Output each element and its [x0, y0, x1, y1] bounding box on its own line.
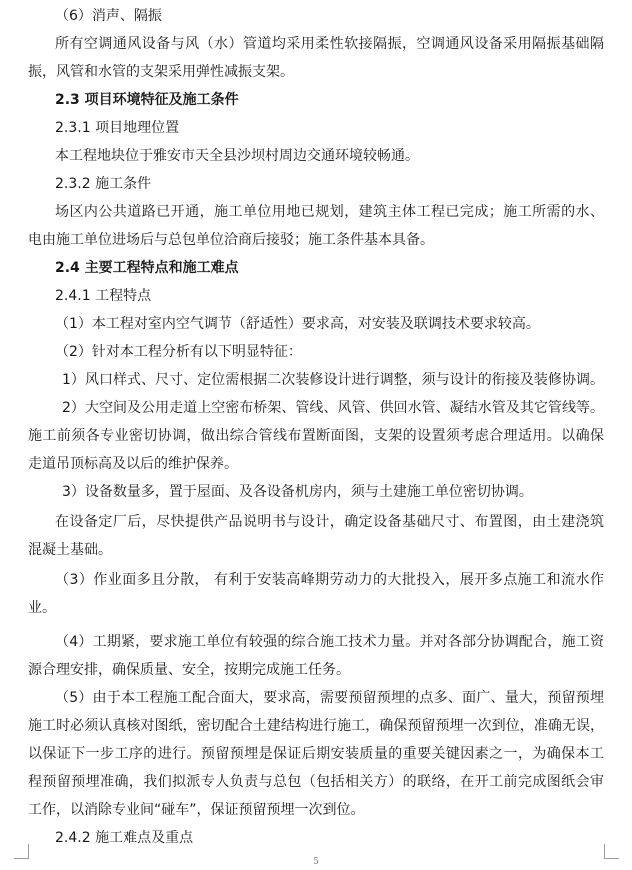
text-line: 电由施工单位进场后与总包单位洽商后接驳；施工条件基本具备。 [28, 232, 434, 248]
text-line: 以保证下一步工序的进行。预留预埋是保证后期安装质量的重要关键因素之一，为确保本工 [28, 746, 604, 762]
text-line: 本工程地块位于雅安市天全县沙坝村周边交通环境较畅通。 [55, 148, 419, 164]
text-line: （3）作业面多且分散， 有利于安装高峰期劳动力的大批投入，展开多点施工和流水作 [55, 572, 604, 588]
text-line: （1）本工程对室内空气调节（舒适性）要求高，对安装及联调技术要求较高。 [55, 316, 540, 332]
text-line: 业。 [28, 600, 56, 616]
text-line: 施工时必须认真核对图纸，密切配合土建结构进行施工，确保预留预埋一次到位，准确无误， [28, 718, 604, 734]
section-heading: 2.3 项目环境特征及施工条件 [55, 92, 239, 108]
text-line: 1）风口样式、尺寸、定位需根据二次装修设计进行调整，须与设计的衔接及装修协调。 [62, 372, 604, 388]
page-number: 5 [313, 857, 319, 867]
text-line: 3）设备数量多，置于屋面、及各设备机房内，须与土建施工单位密切协调。 [62, 484, 533, 500]
text-line: 2.4.1 工程特点 [55, 288, 152, 304]
text-line: 2.3.1 项目地理位置 [55, 120, 180, 136]
text-line: 场区内公共道路已开通，施工单位用地已规划，建筑主体工程已完成；施工所需的水、 [55, 204, 604, 220]
text-line: 在设备定厂后，尽快提供产品说明书与设计，确定设备基础尺寸、布置图，由土建浇筑 [55, 514, 604, 530]
text-line: 所有空调通风设备与风（水）管道均采用柔性软接隔振，空调通风设备采用隔振基础隔 [55, 36, 604, 52]
text-line: 源合理安排，确保质量、安全，按期完成施工任务。 [28, 662, 350, 678]
text-line: （5）由于本工程施工配合面大，要求高，需要预留预埋的点多、面广、量大，预留预埋 [55, 690, 604, 706]
text-line: 走道吊顶标高及以后的维护保养。 [28, 456, 238, 472]
text-line: （6）消声、隔振 [55, 8, 162, 24]
text-line: 工作，以消除专业间“碰车”，保证预留预埋一次到位。 [28, 802, 365, 818]
text-line: （2）针对本工程分析有以下明显特征： [55, 344, 302, 360]
text-line: 程预留预埋准确，我们拟派专人负责与总包（包括相关方）的联络，在开工前完成图纸会审 [28, 774, 604, 790]
section-heading: 2.4 主要工程特点和施工难点 [55, 260, 239, 276]
text-line: 2.3.2 施工条件 [55, 176, 152, 192]
text-line: （4）工期紧，要求施工单位有较强的综合施工技术力量。并对各部分协调配合，施工资 [55, 634, 604, 650]
text-line: 振，风管和水管的支架采用弹性减振支架。 [28, 64, 294, 80]
text-line: 2）大空间及公用走道上空密布桥架、管线、风管、供回水管、凝结水管及其它管线等。 [62, 400, 604, 416]
text-line: 混凝土基础。 [28, 542, 112, 558]
text-line: 2.4.2 施工难点及重点 [55, 830, 194, 846]
text-line: 施工前须各专业密切协调，做出综合管线布置断面图，支架的设置须考虑合理适用。以确保 [28, 428, 604, 444]
